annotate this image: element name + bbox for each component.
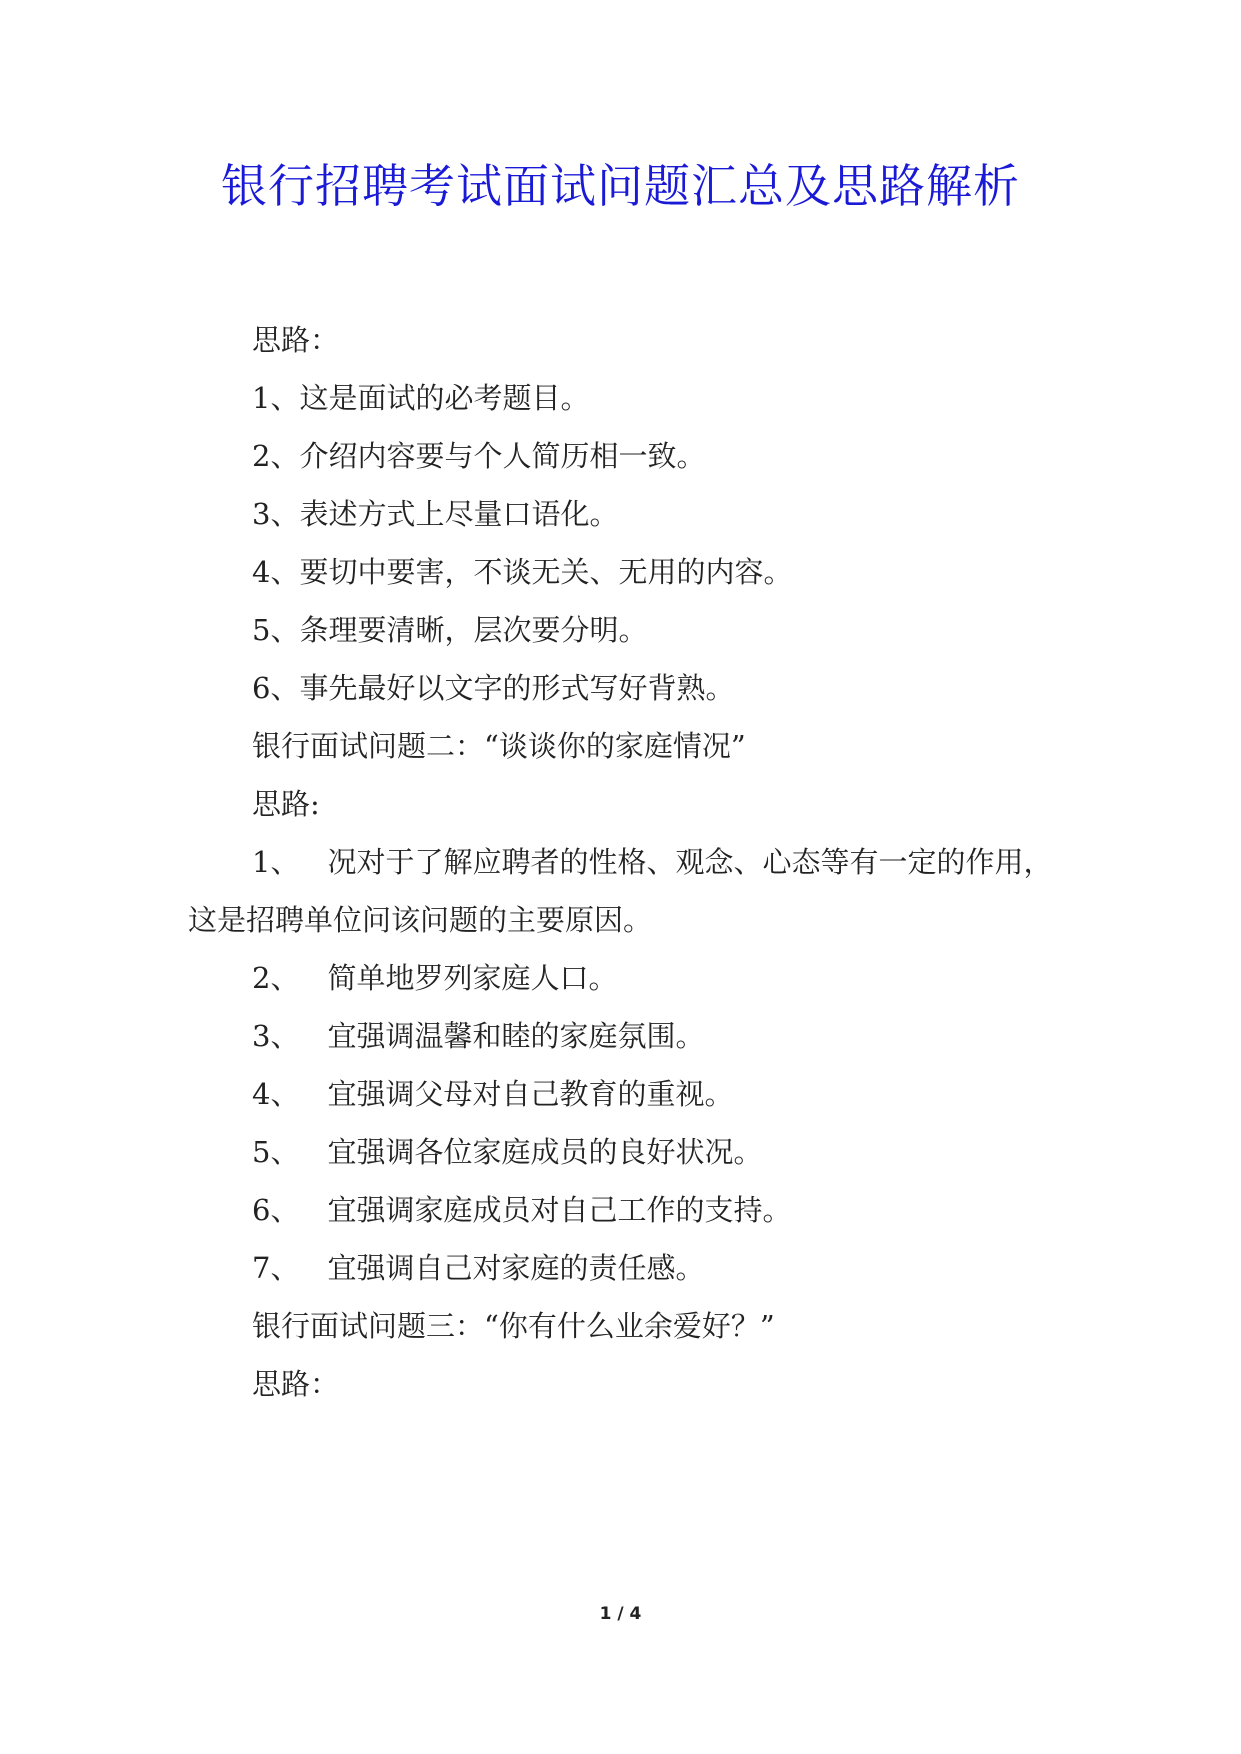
- list-number: 6、: [252, 1193, 300, 1227]
- list-item: [252, 844, 1052, 880]
- list-text: 宜强调自己对家庭的责任感。: [327, 1251, 705, 1285]
- paragraph-line: 5、条理要清晰，层次要分明。: [252, 613, 648, 647]
- paragraph-line: 2、介绍内容要与个人简历相一致。: [252, 439, 706, 473]
- list-item: [252, 1192, 791, 1228]
- list-number: 3、: [252, 1019, 300, 1053]
- paragraph-line: 4、要切中要害，不谈无关、无用的内容。: [252, 555, 793, 589]
- list-number: 5、: [252, 1135, 300, 1169]
- question-heading: 银行面试问题三：“你有什么业余爱好？”: [252, 1309, 775, 1343]
- list-item: [252, 1250, 704, 1286]
- paragraph-line: 3、表述方式上尽量口语化。: [252, 497, 619, 531]
- list-number: 2、: [252, 961, 300, 995]
- page-number: 1 / 4: [599, 1604, 642, 1624]
- list-text: 宜强调各位家庭成员的良好状况。: [327, 1135, 763, 1169]
- list-item-continuation: 这是招聘单位问该问题的主要原因。: [188, 903, 653, 937]
- paragraph-line: 1、这是面试的必考题目。: [252, 381, 590, 415]
- list-text: 宜强调温馨和睦的家庭氛围。: [327, 1019, 705, 1053]
- list-number: 1、: [252, 845, 300, 879]
- question-heading: 银行面试问题二：“谈谈你的家庭情况”: [252, 729, 746, 763]
- list-text: 简单地罗列家庭人口。: [327, 961, 618, 995]
- list-item: [252, 1134, 762, 1170]
- paragraph-line: 思路：: [252, 1367, 340, 1401]
- list-text: 宜强调父母对自己教育的重视。: [327, 1077, 734, 1111]
- list-item: [252, 1018, 704, 1054]
- list-number: 7、: [252, 1251, 300, 1285]
- list-item: [252, 1076, 733, 1112]
- list-number: 4、: [252, 1077, 300, 1111]
- paragraph-line: 思路：: [252, 323, 340, 357]
- list-text: 宜强调家庭成员对自己工作的支持。: [327, 1193, 792, 1227]
- list-item: [252, 960, 617, 996]
- paragraph-line: 6、事先最好以文字的形式写好背熟。: [252, 671, 735, 705]
- list-text: 况对于了解应聘者的性格、观念、心态等有一定的作用，: [327, 845, 1053, 879]
- document-title: 银行招聘考试面试问题汇总及思路解析: [221, 159, 1020, 213]
- paragraph-line: 思路:: [252, 787, 320, 821]
